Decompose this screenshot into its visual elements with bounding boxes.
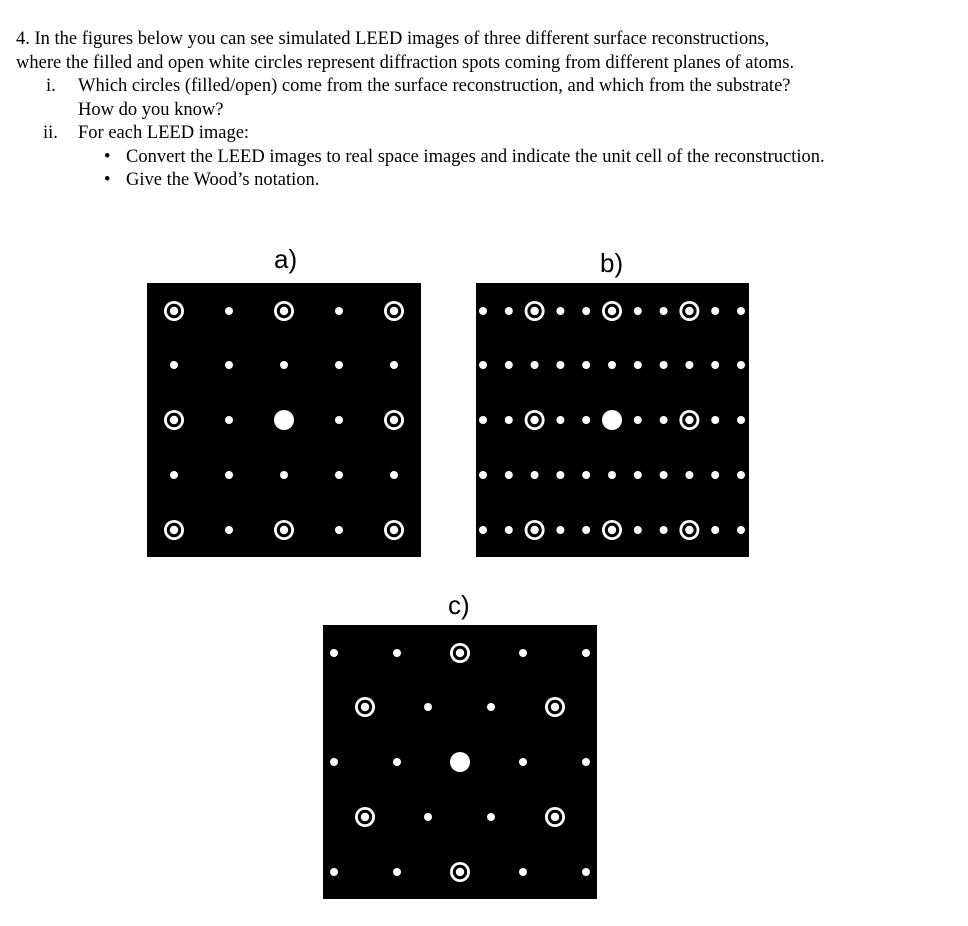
filled-spot <box>479 471 487 479</box>
filled-spot <box>737 416 745 424</box>
center-spot <box>274 410 294 430</box>
filled-spot <box>634 526 642 534</box>
figure-b-label: b) <box>600 248 624 278</box>
filled-spot <box>225 361 233 369</box>
filled-spot <box>582 758 590 766</box>
filled-spot <box>330 758 338 766</box>
open-spot <box>450 862 470 882</box>
filled-spot <box>582 416 590 424</box>
bullet-icon: • <box>104 146 111 167</box>
filled-spot <box>519 758 527 766</box>
filled-spot <box>479 307 487 315</box>
filled-spot <box>505 526 513 534</box>
filled-spot <box>556 361 564 369</box>
filled-spot <box>660 361 668 369</box>
filled-spot <box>711 416 719 424</box>
question-intro: 4. In the figures below you can see simulated LEED images of three different surface reconstructions, <box>16 29 770 49</box>
filled-spot <box>487 703 495 711</box>
filled-spot <box>660 416 668 424</box>
filled-spot <box>556 471 564 479</box>
filled-spot <box>393 758 401 766</box>
filled-spot <box>634 471 642 479</box>
filled-spot <box>634 416 642 424</box>
figure-c-label: c) <box>448 590 470 620</box>
filled-spot <box>608 361 616 369</box>
filled-spot <box>608 471 616 479</box>
open-spot <box>545 697 565 717</box>
filled-spot <box>335 416 343 424</box>
filled-spot <box>737 471 745 479</box>
filled-spot <box>487 813 495 821</box>
filled-spot <box>519 649 527 657</box>
open-spot <box>274 301 294 321</box>
filled-spot <box>711 307 719 315</box>
filled-spot <box>582 307 590 315</box>
open-spot <box>525 301 545 321</box>
open-spot <box>545 807 565 827</box>
filled-spot <box>505 416 513 424</box>
leed-image-c <box>323 625 597 899</box>
filled-spot <box>505 361 513 369</box>
filled-spot <box>582 868 590 876</box>
filled-spot <box>711 526 719 534</box>
filled-spot <box>582 649 590 657</box>
filled-spot <box>556 526 564 534</box>
figure-a-label: a) <box>274 244 298 274</box>
center-spot <box>602 410 622 430</box>
filled-spot <box>660 526 668 534</box>
filled-spot <box>479 416 487 424</box>
filled-spot <box>335 307 343 315</box>
filled-spot <box>424 703 432 711</box>
filled-spot <box>737 526 745 534</box>
filled-spot <box>685 361 693 369</box>
filled-spot <box>582 471 590 479</box>
filled-spot <box>711 471 719 479</box>
filled-spot <box>634 307 642 315</box>
filled-spot <box>531 361 539 369</box>
filled-spot <box>737 307 745 315</box>
filled-spot <box>505 471 513 479</box>
filled-spot <box>505 307 513 315</box>
filled-spot <box>280 361 288 369</box>
filled-spot <box>170 361 178 369</box>
open-spot <box>384 410 404 430</box>
center-spot <box>450 752 470 772</box>
leed-pattern-c <box>323 625 597 899</box>
filled-spot <box>335 471 343 479</box>
filled-spot <box>531 471 539 479</box>
open-spot <box>679 301 699 321</box>
filled-spot <box>390 361 398 369</box>
open-spot <box>450 643 470 663</box>
sub-question-i: i. Which circles (filled/open) come from the surface reconstruction, and which from the substrate? How do you know? <box>46 76 791 120</box>
filled-spot <box>634 361 642 369</box>
open-spot <box>355 697 375 717</box>
filled-spot <box>335 361 343 369</box>
bullet-icon: • <box>104 170 111 190</box>
filled-spot <box>424 813 432 821</box>
open-spot <box>602 301 622 321</box>
open-spot <box>164 520 184 540</box>
filled-spot <box>225 471 233 479</box>
filled-spot <box>582 361 590 369</box>
open-spot <box>679 410 699 430</box>
filled-spot <box>225 526 233 534</box>
filled-spot <box>556 416 564 424</box>
filled-spot <box>280 471 288 479</box>
filled-spot <box>393 649 401 657</box>
leed-image-b <box>476 283 749 557</box>
filled-spot <box>660 471 668 479</box>
filled-spot <box>479 361 487 369</box>
open-spot <box>164 301 184 321</box>
open-spot <box>164 410 184 430</box>
filled-spot <box>335 526 343 534</box>
open-spot <box>525 410 545 430</box>
bullet-item: • Give the Wood’s notation. <box>16 169 946 193</box>
bullet-item: • Convert the LEED images to real space images and indicate the unit cell of the reconstruction. <box>16 146 946 170</box>
filled-spot <box>225 416 233 424</box>
leed-pattern-b <box>476 283 749 557</box>
filled-spot <box>479 526 487 534</box>
open-spot <box>525 520 545 540</box>
filled-spot <box>170 471 178 479</box>
filled-spot <box>330 868 338 876</box>
open-spot <box>679 520 699 540</box>
open-spot <box>274 520 294 540</box>
filled-spot <box>519 868 527 876</box>
question-text <box>16 28 946 193</box>
question-intro-cont: where the filled and open white circles represent diffraction spots coming from different planes of atoms. <box>16 52 795 73</box>
filled-spot <box>225 307 233 315</box>
sub-question-ii: ii. For each LEED image: <box>43 123 250 143</box>
leed-image-a <box>147 283 421 557</box>
filled-spot <box>390 471 398 479</box>
open-spot <box>355 807 375 827</box>
filled-spot <box>582 526 590 534</box>
open-spot <box>384 520 404 540</box>
filled-spot <box>330 649 338 657</box>
leed-pattern-a <box>147 283 421 557</box>
open-spot <box>384 301 404 321</box>
filled-spot <box>737 361 745 369</box>
filled-spot <box>393 868 401 876</box>
filled-spot <box>711 361 719 369</box>
filled-spot <box>685 471 693 479</box>
open-spot <box>602 520 622 540</box>
filled-spot <box>556 307 564 315</box>
filled-spot <box>660 307 668 315</box>
